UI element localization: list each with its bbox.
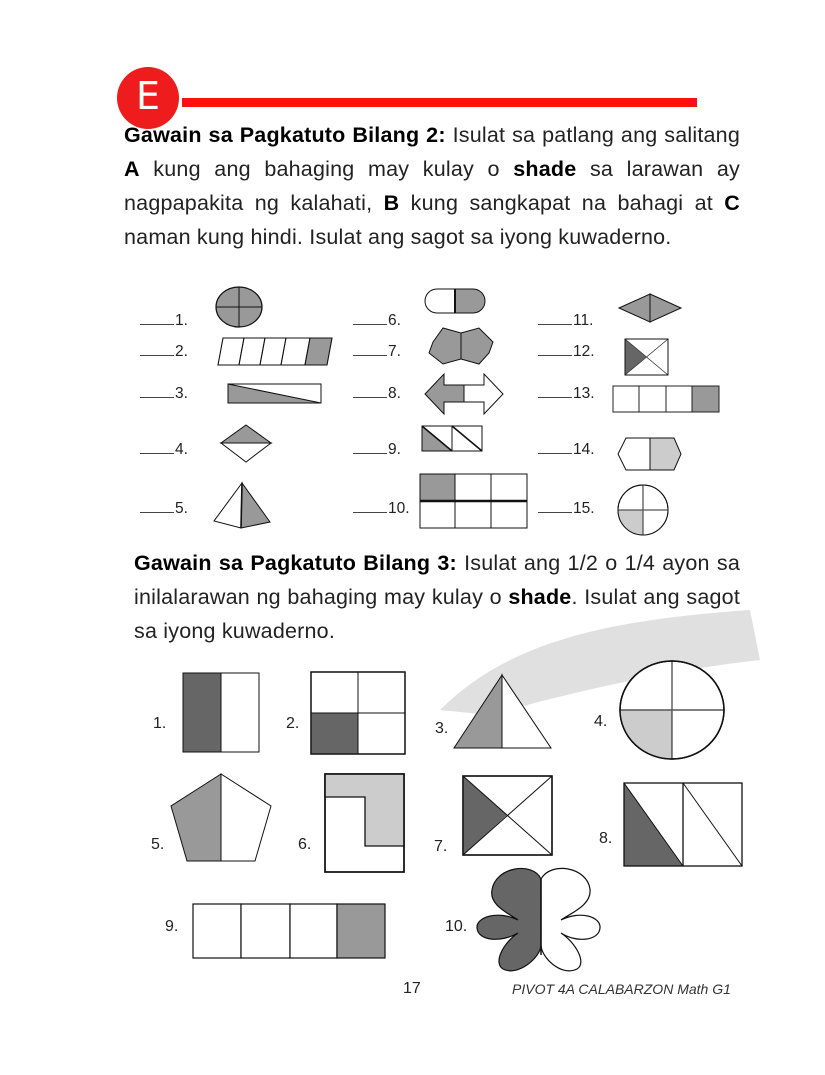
answer-blank[interactable]	[538, 512, 572, 513]
a2-shape-9-diagonal-squares	[421, 425, 485, 453]
a2-item-14[interactable]	[538, 441, 595, 459]
a2-item-13[interactable]	[538, 385, 595, 403]
answer-blank[interactable]	[140, 397, 174, 398]
answer-blank[interactable]	[538, 397, 572, 398]
page-number: 17	[403, 980, 421, 997]
a3-item-4-label: 4.	[594, 713, 608, 730]
a2-item-1[interactable]	[140, 312, 188, 330]
a2-item-8[interactable]	[353, 385, 401, 403]
shade-word: shade	[508, 585, 572, 609]
a3-item-7-label: 7.	[434, 838, 448, 855]
a2-shape-14-hexagon	[617, 437, 683, 471]
a3-item-6-label: 6.	[298, 836, 312, 853]
text: naman kung hindi. Isulat ang sagot sa iyong kuwaderno.	[124, 225, 672, 249]
item-number: 4.	[175, 441, 188, 458]
a2-item-5[interactable]	[140, 500, 188, 518]
a2-shape-10-grid	[419, 473, 529, 529]
a3-shape-8-diagonal-squares	[623, 782, 745, 868]
item-number: 10.	[388, 500, 410, 517]
a2-item-11[interactable]	[538, 312, 593, 330]
a3-shape-4-circle	[619, 660, 727, 762]
a2-shape-4-rhombus	[219, 424, 273, 464]
item-number: 6.	[388, 312, 401, 329]
answer-blank[interactable]	[140, 355, 174, 356]
a2-item-4[interactable]	[140, 441, 188, 459]
activity2-instructions	[124, 118, 740, 254]
item-number: 9.	[388, 441, 401, 458]
text: kung ang bahaging may kulay o	[139, 157, 514, 181]
answer-blank[interactable]	[353, 512, 387, 513]
item-number: 11.	[573, 312, 594, 329]
activity3-title: Gawain sa Pagkatuto Bilang 3:	[134, 551, 457, 575]
a2-item-12[interactable]	[538, 343, 595, 361]
a3-shape-1-square	[182, 672, 262, 754]
a2-shape-7-pentagons	[427, 325, 495, 367]
a3-item-3-label: 3.	[435, 720, 449, 737]
section-divider	[182, 98, 697, 107]
shade-word: shade	[513, 157, 577, 181]
a3-shape-5-pentagon	[170, 773, 274, 865]
a2-item-6[interactable]	[353, 312, 401, 330]
answer-blank[interactable]	[538, 324, 572, 325]
a2-item-2[interactable]	[140, 343, 188, 361]
item-number: 13.	[573, 385, 595, 402]
item-number: 12.	[573, 343, 595, 360]
answer-blank[interactable]	[140, 512, 174, 513]
text: kung sangkapat na bahagi at	[399, 191, 725, 215]
answer-blank[interactable]	[353, 355, 387, 356]
a2-shape-15-circle	[617, 484, 671, 538]
a2-item-15[interactable]	[538, 500, 595, 518]
a2-item-9[interactable]	[353, 441, 401, 459]
answer-blank[interactable]	[538, 453, 572, 454]
a3-item-2-label: 2.	[286, 715, 300, 732]
badge-letter: E	[135, 74, 160, 118]
a2-shape-12-x-square	[624, 338, 670, 376]
activity2-title: Gawain sa Pagkatuto Bilang 2:	[124, 123, 446, 147]
answer-blank[interactable]	[353, 453, 387, 454]
a2-shape-13-squares	[612, 385, 722, 413]
option-a: A	[124, 157, 140, 181]
a3-item-9-label: 9.	[165, 918, 179, 935]
a2-shape-1-circle	[215, 286, 263, 328]
item-number: 8.	[388, 385, 401, 402]
item-number: 5.	[175, 500, 188, 517]
a2-shape-8-double-arrow	[423, 372, 505, 416]
a2-item-10[interactable]	[353, 500, 410, 518]
option-b: B	[383, 191, 400, 215]
a2-item-7[interactable]	[353, 343, 401, 361]
text: Isulat sa patlang ang salitang	[445, 123, 740, 147]
a3-item-8-label: 8.	[599, 830, 613, 847]
option-c: C	[724, 191, 740, 215]
activity3-instructions	[134, 546, 740, 648]
text: . Isulat ang sagot sa iyong kuwaderno.	[134, 585, 740, 643]
answer-blank[interactable]	[140, 453, 174, 454]
a2-shape-2-parallelograms	[218, 337, 334, 367]
item-number: 3.	[175, 385, 188, 402]
answer-blank[interactable]	[353, 324, 387, 325]
a2-shape-11-rhombus	[617, 293, 683, 325]
answer-blank[interactable]	[538, 355, 572, 356]
a3-item-10-label: 10.	[445, 918, 468, 935]
a3-item-1-label: 1.	[153, 715, 167, 732]
a2-shape-5-pyramid	[212, 482, 272, 530]
item-number: 2.	[175, 343, 188, 360]
item-number: 14.	[573, 441, 595, 458]
a2-shape-3-rectangle	[227, 383, 323, 405]
answer-blank[interactable]	[353, 397, 387, 398]
item-number: 15.	[573, 500, 595, 517]
item-number: 1.	[175, 312, 188, 329]
a3-shape-2-square	[310, 671, 406, 755]
text: sa larawan ay nagpapakita ng kalahati,	[124, 157, 740, 215]
a3-shape-7-x-square	[462, 775, 554, 857]
a3-shape-9-squares	[192, 903, 388, 959]
text: Isulat ang 1/2 o 1/4 ayon sa inilalarawan ng bahaging may kulay o	[134, 551, 740, 609]
footer-title: PIVOT 4A CALABARZON Math G1	[512, 981, 731, 997]
item-number: 7.	[388, 343, 401, 360]
a2-shape-6-capsule	[423, 288, 487, 314]
a3-shape-3-triangle	[453, 674, 555, 750]
a3-shape-10-flower	[473, 865, 603, 975]
a3-item-5-label: 5.	[151, 836, 165, 853]
a2-item-3[interactable]	[140, 385, 188, 403]
answer-blank[interactable]	[140, 324, 174, 325]
a3-shape-6-rectangle	[324, 773, 406, 873]
